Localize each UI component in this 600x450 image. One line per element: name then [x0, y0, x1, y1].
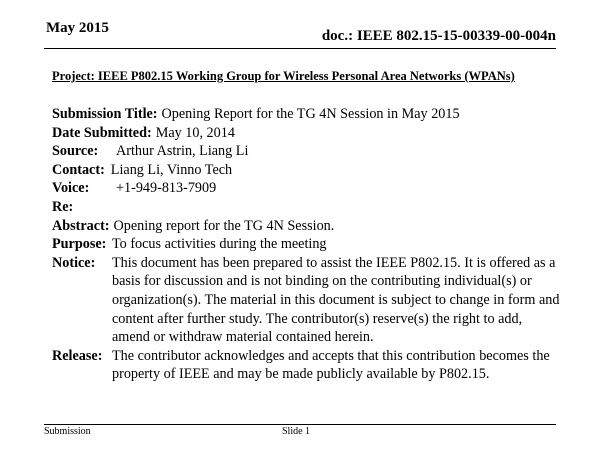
purpose-label: Purpose:: [52, 236, 107, 253]
footer-divider: [44, 424, 556, 425]
abstract-value: Opening report for the TG 4N Session.: [113, 217, 335, 234]
contact-row: [52, 161, 562, 180]
document-body: [52, 105, 562, 384]
notice-row: [52, 254, 562, 347]
contact-label: Contact:: [52, 161, 105, 178]
purpose-value: To focus activities during the meeting: [112, 236, 327, 253]
header-doc-id: doc.: IEEE 802.15-15-00339-00-004n: [321, 28, 556, 44]
voice-row: [52, 179, 562, 198]
voice-value: +1-949-813-7909: [116, 180, 217, 197]
source-row: [52, 142, 562, 161]
notice-label: Notice:: [52, 254, 96, 271]
submission-title-value: Opening Report for the TG 4N Session in May 2015: [161, 106, 460, 122]
submission-title-row: [52, 105, 562, 124]
submission-title-label: Submission Title:: [52, 106, 158, 122]
release-row: [52, 347, 562, 384]
footer-slide-number: Slide 1: [282, 426, 311, 437]
abstract-row: [52, 217, 562, 236]
date-value: May 10, 2014: [155, 124, 235, 141]
notice-value: This document has been prepared to assist the IEEE P802.15. It is offered as a basis for discussion and is not binding on the contributing individual(s) or organization(s). The material in this document is subject to change in form and content after further study. The contributor(s) reserve(s) the right to add, amend or withdraw material contained herein.: [112, 254, 560, 346]
purpose-row: [52, 235, 562, 254]
re-row: [52, 198, 562, 217]
footer-submission: Submission: [44, 426, 91, 437]
header-divider: [44, 48, 556, 49]
date-label: Date Submitted:: [52, 124, 152, 141]
abstract-label: Abstract:: [52, 217, 110, 234]
re-label: Re:: [52, 198, 74, 215]
header-date: May 2015: [46, 20, 109, 36]
source-value: Arthur Astrin, Liang Li: [116, 143, 249, 160]
contact-value: Liang Li, Vinno Tech: [110, 161, 233, 178]
source-label: Source:: [52, 143, 99, 160]
release-value: The contributor acknowledges and accepts that this contribution becomes the property of IEEE and may be made publicly available by P802.15.: [112, 347, 550, 383]
voice-label: Voice:: [52, 180, 90, 197]
release-label: Release:: [52, 347, 103, 364]
project-title: Project: IEEE P802.15 Working Group for Wireless Personal Area Networks (WPANs): [52, 69, 515, 83]
date-row: [52, 124, 562, 143]
